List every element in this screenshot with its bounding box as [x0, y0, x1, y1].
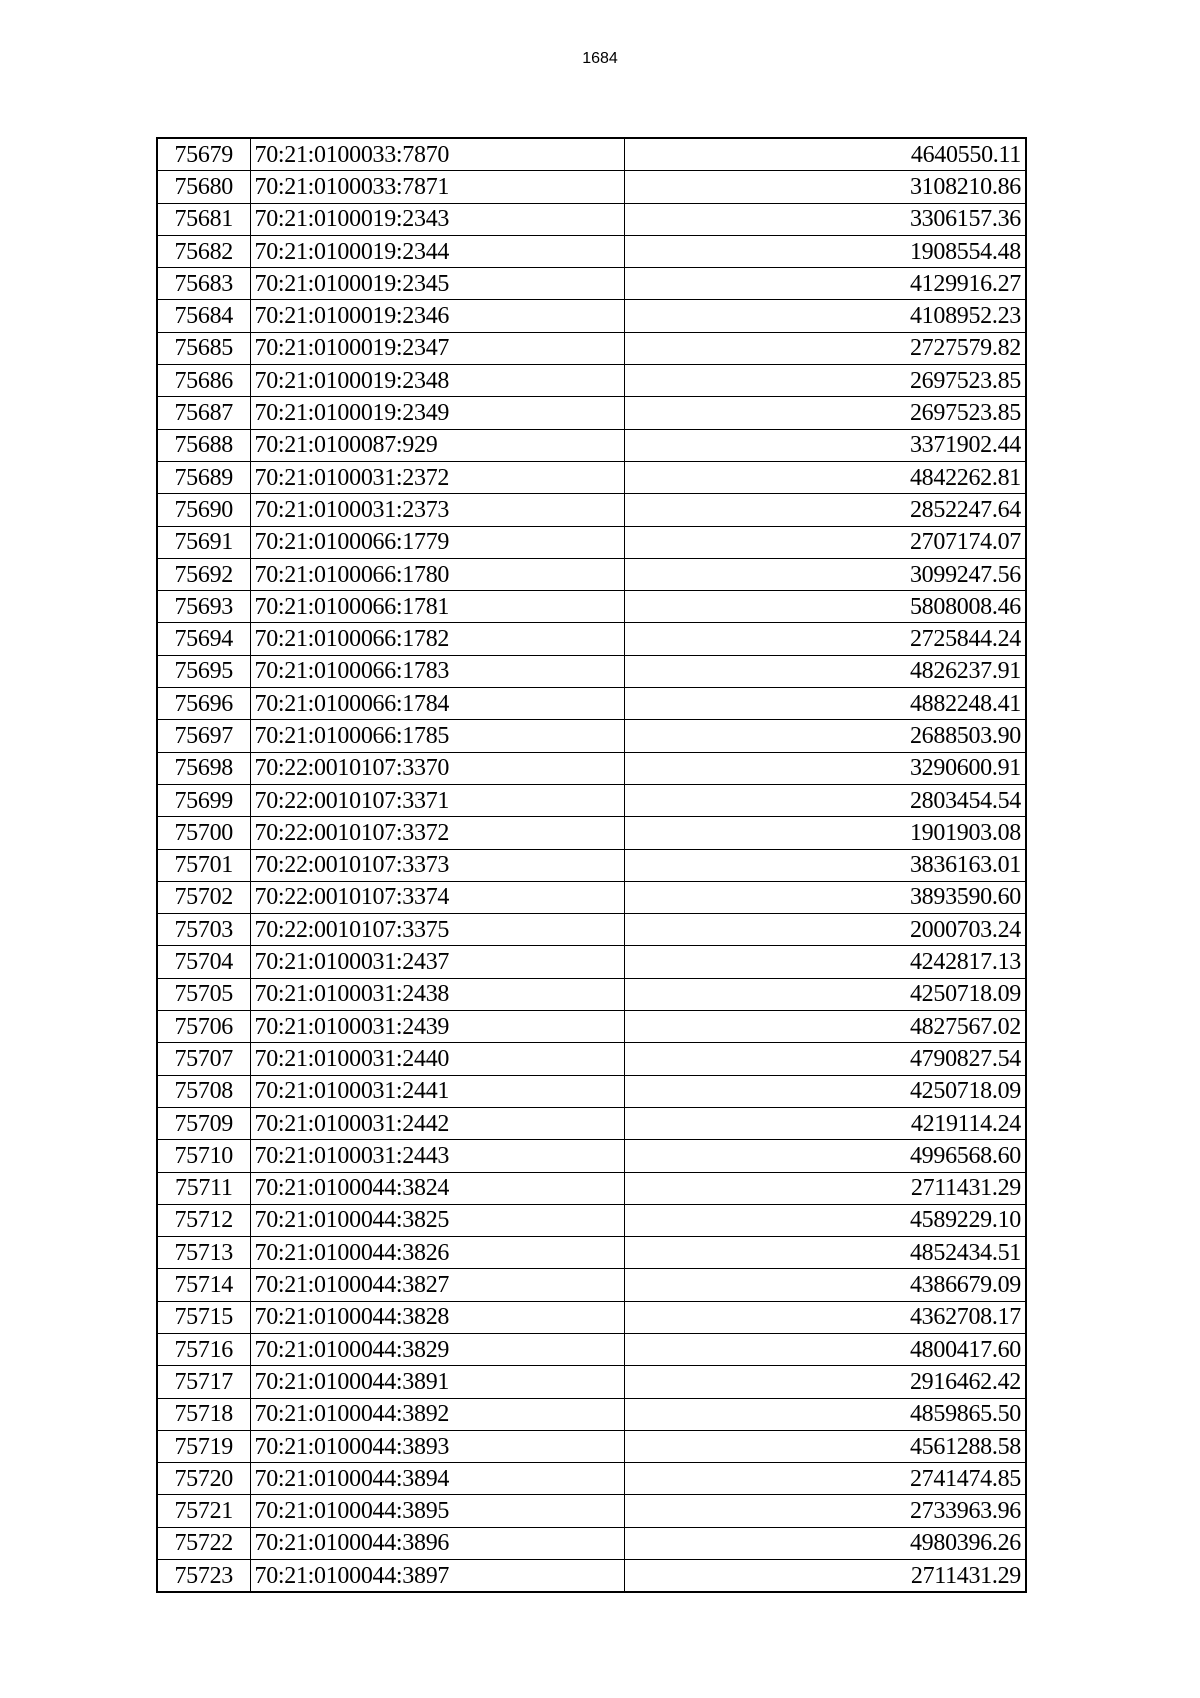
cadastral-value-cell: 2803454.54: [624, 784, 1026, 816]
cadastral-value-cell: 4640550.11: [624, 138, 1026, 171]
cadastral-value-cell: 4561288.58: [624, 1430, 1026, 1462]
cadastral-number-cell: 70:21:0100044:3825: [250, 1204, 624, 1236]
cadastral-value-cell: 3290600.91: [624, 752, 1026, 784]
cadastral-value-cell: 4362708.17: [624, 1301, 1026, 1333]
cadastral-value-cell: 2727579.82: [624, 332, 1026, 364]
table-row: [157, 332, 1026, 364]
row-number-cell: 75697: [157, 720, 250, 752]
cadastral-number-cell: 70:21:0100019:2349: [250, 397, 624, 429]
cadastral-value-cell: 2711431.29: [624, 1172, 1026, 1204]
cadastral-number-cell: 70:21:0100044:3897: [250, 1560, 624, 1593]
table-row: [157, 1398, 1026, 1430]
table-row: [157, 752, 1026, 784]
cadastral-number-cell: 70:21:0100044:3895: [250, 1495, 624, 1527]
table-row: [157, 817, 1026, 849]
row-number-cell: 75716: [157, 1333, 250, 1365]
table-row: [157, 171, 1026, 203]
cadastral-value-cell: 4219114.24: [624, 1107, 1026, 1139]
row-number-cell: 75717: [157, 1366, 250, 1398]
row-number-cell: 75683: [157, 268, 250, 300]
cadastral-value-cell: 4842262.81: [624, 461, 1026, 493]
cadastral-number-cell: 70:21:0100031:2439: [250, 1011, 624, 1043]
cadastral-number-cell: 70:21:0100066:1784: [250, 688, 624, 720]
cadastral-number-cell: 70:21:0100031:2441: [250, 1075, 624, 1107]
page-number: 1684: [582, 50, 618, 67]
cadastral-number-cell: 70:21:0100066:1779: [250, 526, 624, 558]
cadastral-number-cell: 70:21:0100044:3826: [250, 1237, 624, 1269]
cadastral-value-cell: 4790827.54: [624, 1043, 1026, 1075]
cadastral-number-cell: 70:21:0100066:1780: [250, 558, 624, 590]
cadastral-value-cell: 4882248.41: [624, 688, 1026, 720]
cadastral-value-cell: 2707174.07: [624, 526, 1026, 558]
row-number-cell: 75694: [157, 623, 250, 655]
table-row: [157, 1269, 1026, 1301]
cadastral-value-cell: 4108952.23: [624, 300, 1026, 332]
cadastral-value-cell: 1908554.48: [624, 235, 1026, 267]
row-number-cell: 75718: [157, 1398, 250, 1430]
cadastral-value-cell: 2741474.85: [624, 1463, 1026, 1495]
cadastral-value-cell: 1901903.08: [624, 817, 1026, 849]
row-number-cell: 75695: [157, 655, 250, 687]
row-number-cell: 75706: [157, 1011, 250, 1043]
table-row: [157, 365, 1026, 397]
row-number-cell: 75719: [157, 1430, 250, 1462]
row-number-cell: 75692: [157, 558, 250, 590]
cadastral-number-cell: 70:21:0100019:2343: [250, 203, 624, 235]
table-row: [157, 1107, 1026, 1139]
table-row: [157, 1560, 1026, 1593]
table-row: [157, 300, 1026, 332]
cadastral-number-cell: 70:22:0010107:3372: [250, 817, 624, 849]
table-row: [157, 591, 1026, 623]
cadastral-number-cell: 70:21:0100031:2438: [250, 978, 624, 1010]
cadastral-value-cell: 4800417.60: [624, 1333, 1026, 1365]
cadastral-number-cell: 70:21:0100019:2348: [250, 365, 624, 397]
row-number-cell: 75693: [157, 591, 250, 623]
table-row: [157, 558, 1026, 590]
table-row: [157, 429, 1026, 461]
table-row: [157, 397, 1026, 429]
table-row: [157, 1140, 1026, 1172]
table-row: [157, 1463, 1026, 1495]
table-row: [157, 849, 1026, 881]
row-number-cell: 75687: [157, 397, 250, 429]
row-number-cell: 75702: [157, 881, 250, 913]
cadastral-number-cell: 70:22:0010107:3373: [250, 849, 624, 881]
cadastral-number-cell: 70:21:0100031:2442: [250, 1107, 624, 1139]
table-row: [157, 203, 1026, 235]
cadastral-number-cell: 70:21:0100044:3824: [250, 1172, 624, 1204]
row-number-cell: 75705: [157, 978, 250, 1010]
cadastral-number-cell: 70:21:0100019:2347: [250, 332, 624, 364]
cadastral-number-cell: 70:21:0100066:1783: [250, 655, 624, 687]
row-number-cell: 75703: [157, 914, 250, 946]
cadastral-number-cell: 70:21:0100031:2437: [250, 946, 624, 978]
row-number-cell: 75720: [157, 1463, 250, 1495]
row-number-cell: 75679: [157, 138, 250, 171]
cadastral-number-cell: 70:21:0100031:2373: [250, 494, 624, 526]
row-number-cell: 75711: [157, 1172, 250, 1204]
table-row: [157, 881, 1026, 913]
table-row: [157, 1495, 1026, 1527]
cadastral-number-cell: 70:21:0100044:3828: [250, 1301, 624, 1333]
cadastral-value-cell: 2733963.96: [624, 1495, 1026, 1527]
cadastral-value-cell: 5808008.46: [624, 591, 1026, 623]
row-number-cell: 75723: [157, 1560, 250, 1593]
table-row: [157, 1237, 1026, 1269]
cadastral-value-cell: 4852434.51: [624, 1237, 1026, 1269]
cadastral-value-cell: 4827567.02: [624, 1011, 1026, 1043]
row-number-cell: 75704: [157, 946, 250, 978]
row-number-cell: 75707: [157, 1043, 250, 1075]
cadastral-value-cell: 2852247.64: [624, 494, 1026, 526]
table-row: [157, 1043, 1026, 1075]
row-number-cell: 75710: [157, 1140, 250, 1172]
table-body: [157, 138, 1026, 1592]
row-number-cell: 75691: [157, 526, 250, 558]
cadastral-value-cell: 3306157.36: [624, 203, 1026, 235]
cadastral-number-cell: 70:21:0100019:2344: [250, 235, 624, 267]
table-row: [157, 1172, 1026, 1204]
cadastral-value-cell: 2697523.85: [624, 365, 1026, 397]
table-row: [157, 720, 1026, 752]
table-row: [157, 1527, 1026, 1559]
cadastral-number-cell: 70:21:0100044:3892: [250, 1398, 624, 1430]
cadastral-value-cell: 4859865.50: [624, 1398, 1026, 1430]
table-row: [157, 784, 1026, 816]
cadastral-number-cell: 70:22:0010107:3375: [250, 914, 624, 946]
cadastral-number-cell: 70:21:0100044:3896: [250, 1527, 624, 1559]
row-number-cell: 75714: [157, 1269, 250, 1301]
cadastral-value-cell: 2697523.85: [624, 397, 1026, 429]
table-row: [157, 1075, 1026, 1107]
cadastral-number-cell: 70:21:0100044:3829: [250, 1333, 624, 1365]
cadastral-value-cell: 2688503.90: [624, 720, 1026, 752]
row-number-cell: 75701: [157, 849, 250, 881]
table-row: [157, 268, 1026, 300]
cadastral-number-cell: 70:22:0010107:3371: [250, 784, 624, 816]
table-row: [157, 914, 1026, 946]
row-number-cell: 75688: [157, 429, 250, 461]
cadastral-number-cell: 70:21:0100044:3827: [250, 1269, 624, 1301]
cadastral-value-cell: 4129916.27: [624, 268, 1026, 300]
cadastral-number-cell: 70:21:0100066:1781: [250, 591, 624, 623]
cadastral-value-cell: 2000703.24: [624, 914, 1026, 946]
table-row: [157, 1366, 1026, 1398]
cadastral-number-cell: 70:21:0100033:7870: [250, 138, 624, 171]
table-row: [157, 1301, 1026, 1333]
table-row: [157, 1011, 1026, 1043]
cadastral-value-cell: 3099247.56: [624, 558, 1026, 590]
table-row: [157, 526, 1026, 558]
cadastral-number-cell: 70:21:0100066:1782: [250, 623, 624, 655]
row-number-cell: 75709: [157, 1107, 250, 1139]
cadastral-value-cell: 4826237.91: [624, 655, 1026, 687]
cadastral-number-cell: 70:21:0100033:7871: [250, 171, 624, 203]
cadastral-value-cell: 4242817.13: [624, 946, 1026, 978]
cadastral-value-cell: 3836163.01: [624, 849, 1026, 881]
table-row: [157, 946, 1026, 978]
cadastral-value-cell: 2916462.42: [624, 1366, 1026, 1398]
cadastral-number-cell: 70:21:0100044:3893: [250, 1430, 624, 1462]
cadastral-number-cell: 70:21:0100019:2345: [250, 268, 624, 300]
cadastral-value-cell: 4589229.10: [624, 1204, 1026, 1236]
cadastral-number-cell: 70:22:0010107:3370: [250, 752, 624, 784]
cadastral-value-cell: 3893590.60: [624, 881, 1026, 913]
cadastral-value-cell: 4980396.26: [624, 1527, 1026, 1559]
table-row: [157, 461, 1026, 493]
table-row: [157, 623, 1026, 655]
row-number-cell: 75715: [157, 1301, 250, 1333]
table-row: [157, 1430, 1026, 1462]
table-row: [157, 494, 1026, 526]
cadastral-number-cell: 70:22:0010107:3374: [250, 881, 624, 913]
row-number-cell: 75684: [157, 300, 250, 332]
cadastral-number-cell: 70:21:0100066:1785: [250, 720, 624, 752]
table-row: [157, 235, 1026, 267]
cadastral-number-cell: 70:21:0100031:2443: [250, 1140, 624, 1172]
cadastral-number-cell: 70:21:0100044:3894: [250, 1463, 624, 1495]
table-row: [157, 688, 1026, 720]
row-number-cell: 75686: [157, 365, 250, 397]
cadastral-value-cell: 4996568.60: [624, 1140, 1026, 1172]
row-number-cell: 75712: [157, 1204, 250, 1236]
row-number-cell: 75700: [157, 817, 250, 849]
cadastral-number-cell: 70:21:0100031:2440: [250, 1043, 624, 1075]
table-row: [157, 655, 1026, 687]
cadastral-value-cell: 2725844.24: [624, 623, 1026, 655]
cadastral-value-cell: 4250718.09: [624, 978, 1026, 1010]
row-number-cell: 75698: [157, 752, 250, 784]
row-number-cell: 75722: [157, 1527, 250, 1559]
table-row: [157, 1204, 1026, 1236]
cadastral-number-cell: 70:21:0100019:2346: [250, 300, 624, 332]
table-row: [157, 1333, 1026, 1365]
cadastral-value-cell: 4250718.09: [624, 1075, 1026, 1107]
row-number-cell: 75713: [157, 1237, 250, 1269]
table-row: [157, 138, 1026, 171]
row-number-cell: 75689: [157, 461, 250, 493]
table-row: [157, 978, 1026, 1010]
cadastral-value-cell: 3371902.44: [624, 429, 1026, 461]
row-number-cell: 75685: [157, 332, 250, 364]
row-number-cell: 75721: [157, 1495, 250, 1527]
cadastral-number-cell: 70:21:0100087:929: [250, 429, 624, 461]
row-number-cell: 75690: [157, 494, 250, 526]
cadastral-value-cell: 3108210.86: [624, 171, 1026, 203]
row-number-cell: 75682: [157, 235, 250, 267]
cadastral-number-cell: 70:21:0100044:3891: [250, 1366, 624, 1398]
cadastral-value-cell: 4386679.09: [624, 1269, 1026, 1301]
cadastral-value-table: [156, 137, 1027, 1593]
cadastral-number-cell: 70:21:0100031:2372: [250, 461, 624, 493]
row-number-cell: 75696: [157, 688, 250, 720]
row-number-cell: 75708: [157, 1075, 250, 1107]
row-number-cell: 75680: [157, 171, 250, 203]
row-number-cell: 75699: [157, 784, 250, 816]
cadastral-value-cell: 2711431.29: [624, 1560, 1026, 1593]
row-number-cell: 75681: [157, 203, 250, 235]
